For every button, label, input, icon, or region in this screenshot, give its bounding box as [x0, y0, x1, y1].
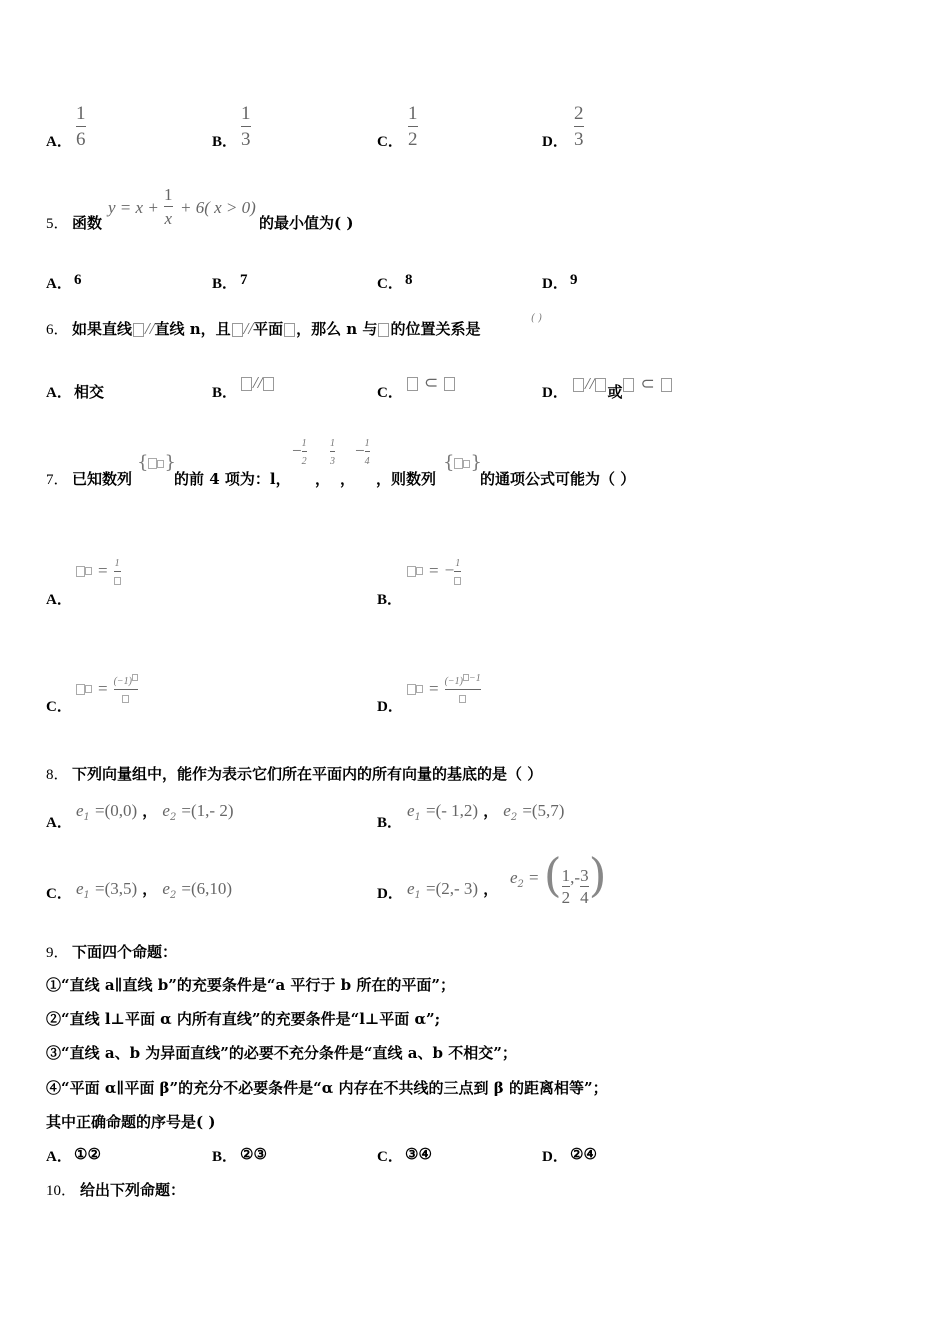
missing-glyph-icon	[595, 378, 606, 392]
q4-c-num: 1	[408, 103, 418, 124]
q8-option-d-label[interactable]: D．	[377, 886, 403, 902]
q4-d-den: 3	[574, 129, 584, 150]
q8-d-e1-value: =(2,- 3)	[426, 879, 479, 898]
q6-option-d-math	[572, 373, 673, 401]
q7-option-b-math	[407, 556, 461, 586]
q6-number: 6．	[46, 322, 69, 338]
q5-suffix: 的最小值为( )	[259, 214, 354, 232]
q9-option-a-value: ①②	[74, 1145, 101, 1163]
q7-d-exp: −1	[469, 673, 481, 684]
q6-option-b-math	[240, 373, 275, 393]
missing-glyph-icon	[459, 695, 466, 703]
q8-option-c-math	[76, 878, 232, 901]
q8-number: 8．	[46, 767, 69, 783]
q7-term-3	[330, 436, 335, 467]
q8-b-e1-sub: 1	[414, 812, 421, 824]
q6-option-c-math	[406, 373, 456, 393]
q4-option-d-fraction	[574, 104, 584, 149]
q10-stem: 给出下列命题：	[80, 1181, 186, 1199]
q7-t1: 已知数列	[72, 470, 133, 488]
missing-glyph-icon	[573, 378, 584, 392]
q7-c-num: (−1)	[113, 676, 133, 687]
q8-a-e2: e	[162, 801, 170, 820]
q7-term2-sign: −	[292, 441, 302, 460]
q7-term3-frac	[330, 436, 335, 467]
q5-option-a-label[interactable]: A．	[46, 276, 72, 292]
q7-b-frac	[454, 556, 461, 586]
missing-glyph-icon	[416, 685, 423, 693]
missing-glyph-icon	[114, 577, 121, 585]
q8-d-e2-frac1	[562, 867, 571, 906]
q6-t4: ，那么 n 与	[296, 320, 378, 338]
missing-glyph-icon	[454, 577, 461, 585]
q4-option-b-fraction	[241, 104, 251, 149]
q9-option-d-label[interactable]: D．	[542, 1149, 568, 1165]
q9-proposition-2: ②“直线 l⊥平面 α 内所有直线”的充要条件是“l⊥平面 α”;	[46, 1010, 441, 1028]
q5-number: 5．	[46, 216, 69, 232]
q7-option-c-math	[76, 674, 138, 704]
q8-d-e2-den1: 2	[561, 888, 571, 907]
q7-option-a-math	[76, 556, 121, 586]
missing-glyph-icon	[148, 458, 157, 469]
q6-parallel-2: //	[243, 319, 254, 338]
q8-d-e1-sub: 1	[414, 890, 421, 902]
q9-proposition-4: ④“平面 α∥平面 β”的充分不必要条件是“α 内存在不共线的三点到 β 的距离相等”；	[46, 1079, 608, 1097]
q7-term3-num: 1	[330, 438, 335, 449]
q7-d-num: (−1)	[444, 676, 464, 687]
q7-sequence-symbol: { }	[137, 452, 176, 473]
missing-glyph-icon	[263, 377, 274, 391]
q8-a-comma: ，	[142, 802, 158, 820]
q8-d-e2-mid: ,-	[570, 868, 581, 887]
q8-option-d-e1	[407, 878, 498, 901]
missing-glyph-icon	[85, 685, 92, 693]
q8-a-e1: e	[76, 801, 84, 820]
q7-a-num: 1	[114, 558, 120, 569]
missing-glyph-icon	[407, 684, 416, 695]
missing-glyph-icon	[407, 377, 418, 391]
q5-option-b-value: 7	[240, 272, 248, 288]
q7-term4-num: 1	[364, 438, 370, 449]
q6-option-c-label[interactable]: C．	[377, 385, 403, 401]
q4-a-num: 1	[76, 103, 86, 124]
q6-t1: 如果直线	[72, 320, 133, 338]
q4-option-a-fraction	[76, 104, 86, 149]
q4-a-den: 6	[76, 129, 86, 150]
q7-d-eq: =	[429, 678, 439, 698]
q7-term2-num: 1	[301, 438, 307, 449]
q8-d-e2-num1: 1	[561, 866, 571, 885]
missing-glyph-icon	[241, 377, 252, 391]
q5-frac-num: 1	[164, 185, 173, 204]
q8-option-a-label[interactable]: A．	[46, 815, 72, 831]
q6-t3: 平面	[253, 320, 284, 338]
q7-term2-den: 2	[301, 456, 307, 467]
missing-glyph-icon	[623, 378, 634, 392]
q6-option-b-label[interactable]: B．	[212, 385, 238, 401]
q4-c-den: 2	[408, 129, 418, 150]
q9-option-d-value: ②④	[570, 1145, 597, 1163]
q7-a-frac	[114, 556, 121, 586]
q8-d-e1: e	[407, 879, 415, 898]
q8-option-c-label[interactable]: C．	[46, 886, 72, 902]
q8-option-d-e2: $e_2 = (\frac{1}{2},-\frac{3}{4})$	[510, 848, 607, 907]
q5-formula-left: y = x +	[108, 198, 159, 217]
q7-option-a-label[interactable]: A．	[46, 592, 72, 608]
q8-d-e2-frac2	[580, 867, 589, 906]
missing-glyph-icon	[378, 323, 389, 337]
q9-stem: 下面四个命题：	[72, 943, 178, 961]
q8-c-e1-sub: 1	[83, 890, 90, 902]
q7-option-d-label[interactable]: D．	[377, 699, 403, 715]
q6-d-sym2: ⊂	[640, 374, 655, 393]
q5-frac-den: x	[164, 209, 173, 228]
q8-b-e1-value: =(- 1,2)	[426, 801, 479, 820]
q9-option-b-label[interactable]: B．	[212, 1149, 238, 1165]
q8-a-e1-value: =(0,0)	[95, 801, 138, 820]
q7-c-eq: =	[98, 678, 108, 698]
q8-d-e2-sub: 2	[517, 879, 524, 891]
q9-option-b-value: ②③	[240, 1145, 267, 1163]
q8-c-comma: ，	[142, 880, 158, 898]
q7-sep-1: ，	[315, 470, 331, 488]
q5-formula-right: + 6( x > 0)	[180, 198, 256, 217]
missing-glyph-icon	[444, 377, 455, 391]
missing-glyph-icon	[407, 566, 416, 577]
q5-option-b-label[interactable]: B．	[212, 276, 238, 292]
q7-option-d-math	[407, 674, 481, 704]
q7-term4-sign: −	[355, 441, 365, 460]
q9-option-a-label[interactable]: A．	[46, 1149, 72, 1165]
q7-a-eq: =	[98, 560, 108, 580]
q9-proposition-3: ③“直线 a、b 为异面直线”的必要不充分条件是“直线 a、b 不相交”；	[46, 1044, 517, 1062]
missing-glyph-icon	[132, 674, 138, 681]
q6-parallel: //	[145, 319, 155, 338]
missing-glyph-icon	[454, 458, 463, 469]
q9-ask: 其中正确命题的序号是( )	[46, 1113, 216, 1131]
q7-c-frac	[114, 674, 138, 704]
q6-t2: 直线 n，且	[154, 320, 231, 338]
q6-d-sym1: //	[585, 374, 595, 393]
q8-d-e2-num2: 3	[580, 866, 589, 885]
q6-paren: ( )	[531, 313, 542, 324]
q9-proposition-1: ①“直线 a∥直线 b”的充要条件是“a 平行于 b 所在的平面”；	[46, 976, 455, 994]
q8-c-e2: e	[162, 879, 170, 898]
q8-c-e1-value: =(3,5)	[95, 879, 138, 898]
q8-b-e2: e	[503, 801, 511, 820]
q4-b-num: 1	[241, 103, 251, 124]
q9-option-c-label[interactable]: C．	[377, 1149, 403, 1165]
q4-d-num: 2	[574, 103, 584, 124]
q6-option-d-label[interactable]: D．	[542, 385, 568, 401]
q7-t2: 的前 4 项为：l，	[174, 470, 291, 488]
q8-option-b-math	[407, 800, 564, 823]
q5-option-c-label[interactable]: C．	[377, 276, 403, 292]
q7-d-frac	[445, 674, 481, 704]
q8-d-e2-den2: 4	[580, 888, 589, 907]
q4-option-d-label[interactable]: D．	[542, 134, 568, 150]
q8-a-e2-value: =(1,- 2)	[181, 801, 234, 820]
missing-glyph-icon	[416, 567, 423, 575]
q8-a-e1-sub: 1	[83, 812, 90, 824]
q4-option-b-label[interactable]: B．	[212, 134, 238, 150]
q7-sep-2: ，	[340, 470, 356, 488]
q5-prefix: 函数	[72, 214, 103, 232]
q6-option-a-text: 相交	[74, 383, 105, 401]
q8-b-comma: ，	[483, 802, 499, 820]
q7-b-sign: −	[444, 560, 455, 580]
q8-a-e2-sub: 2	[169, 812, 177, 824]
q8-b-e2-sub: 2	[510, 812, 518, 824]
q5-formula-fraction	[164, 186, 173, 227]
q7-term-2	[292, 436, 307, 467]
missing-glyph-icon	[661, 378, 672, 392]
q8-c-e2-sub: 2	[169, 890, 177, 902]
q5-option-c-value: 8	[405, 272, 413, 288]
missing-glyph-icon	[76, 566, 85, 577]
missing-glyph-icon	[232, 323, 243, 337]
q7-option-b-label[interactable]: B．	[377, 592, 403, 608]
q8-b-e1: e	[407, 801, 415, 820]
q4-b-den: 3	[241, 129, 251, 150]
q7-term4-den: 4	[364, 456, 370, 467]
q5-option-d-label[interactable]: D．	[542, 276, 568, 292]
q5-option-d-value: 9	[570, 272, 578, 288]
missing-glyph-icon	[284, 323, 295, 337]
q7-b-num: 1	[455, 558, 461, 569]
q6-c-sym: ⊂	[424, 373, 439, 392]
q4-option-a-label[interactable]: A．	[46, 134, 72, 150]
q9-option-c-value: ③④	[405, 1145, 432, 1163]
q8-option-b-label[interactable]: B．	[377, 815, 403, 831]
q10-number: 10．	[46, 1183, 77, 1199]
q9-number: 9．	[46, 945, 69, 961]
q6-d-or: 或	[607, 383, 623, 401]
missing-glyph-icon	[122, 695, 129, 703]
q6-t5: 的位置关系是	[390, 320, 481, 338]
q7-t4: 的通项公式可能为（ ）	[480, 470, 636, 488]
missing-glyph-icon	[133, 323, 144, 337]
q8-d-e2: e	[510, 868, 518, 887]
q7-term2-frac	[302, 436, 307, 467]
q5-option-a-value: 6	[74, 272, 82, 288]
q4-option-c-label[interactable]: C．	[377, 134, 403, 150]
q7-number: 7．	[46, 472, 69, 488]
q6-option-a-label[interactable]: A．	[46, 385, 72, 401]
q8-c-e1: e	[76, 879, 84, 898]
q6-stem	[72, 318, 480, 339]
missing-glyph-icon	[85, 567, 92, 575]
q7-sequence-symbol-2: { }	[443, 452, 482, 473]
q7-option-c-label[interactable]: C．	[46, 699, 72, 715]
q6-b-sym: //	[253, 373, 263, 392]
q8-c-e2-value: =(6,10)	[181, 879, 233, 898]
q7-term3-den: 3	[330, 456, 335, 467]
q8-stem: 下列向量组中，能作为表示它们所在平面内的所有向量的基底的是（ ）	[72, 765, 543, 783]
q4-option-c-fraction	[408, 104, 418, 149]
q7-b-eq: =	[429, 560, 439, 580]
q8-b-e2-value: =(5,7)	[522, 801, 565, 820]
q7-t3: ，则数列	[376, 470, 437, 488]
missing-glyph-icon	[76, 684, 85, 695]
q7-term-4	[355, 436, 370, 467]
q7-term4-frac	[365, 436, 370, 467]
q8-d-comma: ，	[483, 880, 499, 898]
q8-option-a-math	[76, 800, 233, 823]
